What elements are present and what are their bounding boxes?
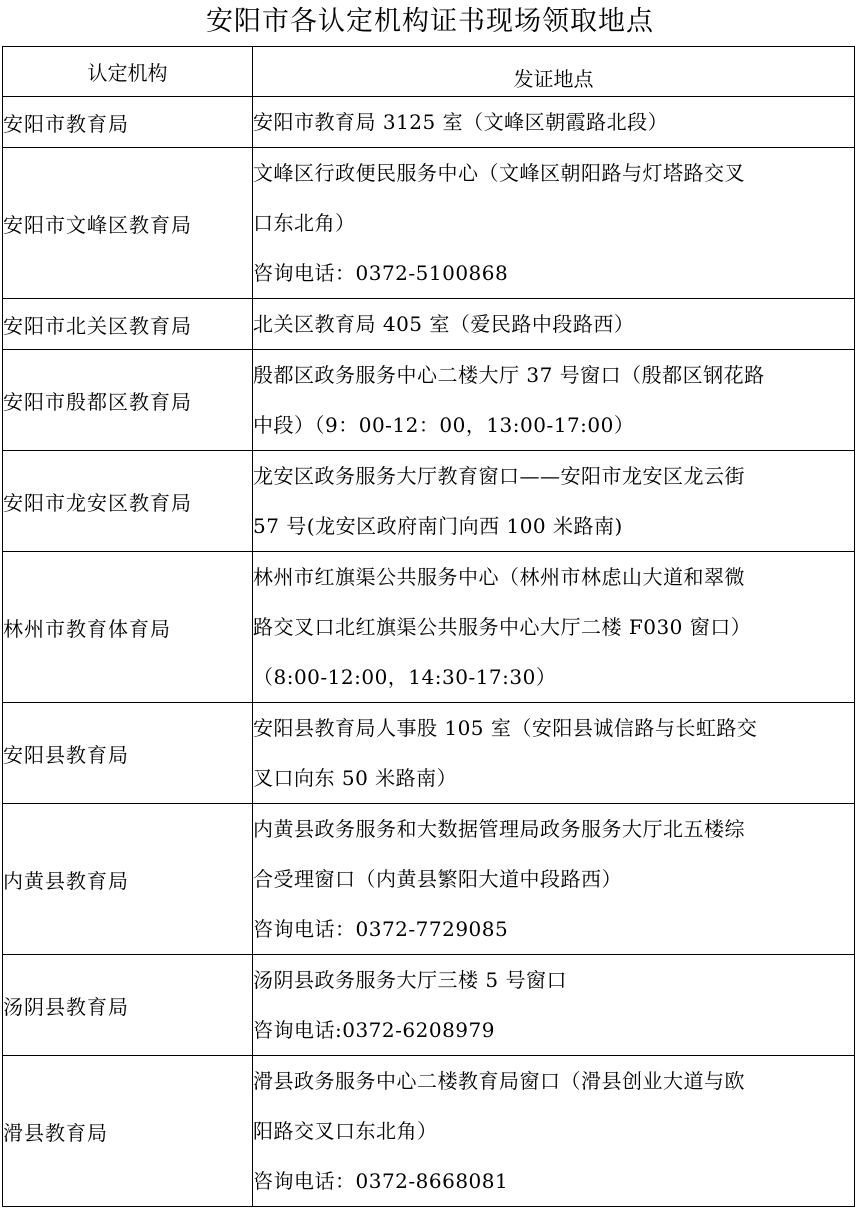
location-line: 咨询电话:0372-6208979 — [253, 1018, 495, 1042]
location-line: （8:00-12:00，14:30-17:30） — [253, 665, 557, 689]
org-cell — [3, 148, 253, 299]
org-cell — [3, 97, 253, 148]
table-row — [3, 804, 855, 955]
location-line: 中段）（9：00-12：00，13:00-17:00） — [253, 413, 635, 437]
location-line: 文峰区行政便民服务中心（文峰区朝阳路与灯塔路交叉 — [253, 161, 745, 185]
header-location: 发证地点 — [513, 67, 594, 91]
location-line: 龙安区政务服务大厅教育窗口——安阳市龙安区龙云街 — [253, 464, 745, 488]
org-cell — [3, 552, 253, 703]
location-line: 合受理窗口（内黄县繁阳大道中段路西） — [253, 867, 622, 891]
table-row — [3, 148, 855, 299]
location-line: 路交叉口北红旗渠公共服务中心大厅二楼 F030 窗口） — [253, 615, 752, 639]
org-cell — [3, 804, 253, 955]
location-cell — [253, 299, 855, 350]
org-name: 安阳市殷都区教育局 — [3, 389, 192, 414]
table-row — [3, 703, 855, 804]
table-row — [3, 299, 855, 350]
org-cell — [3, 350, 253, 451]
header-location-cell — [253, 47, 855, 97]
document-title: 安阳市各认定机构证书现场领取地点 — [206, 6, 654, 37]
org-name: 安阳市北关区教育局 — [3, 313, 192, 338]
locations-table — [2, 46, 855, 1207]
org-name: 安阳市龙安区教育局 — [3, 490, 192, 515]
location-cell — [253, 350, 855, 451]
location-line: 咨询电话：0372-5100868 — [253, 261, 509, 285]
location-line: 殷都区政务服务中心二楼大厅 37 号窗口（殷都区钢花路 — [253, 363, 765, 387]
org-cell — [3, 955, 253, 1056]
table-row — [3, 97, 855, 148]
location-cell — [253, 804, 855, 955]
location-line: 叉口向东 50 米路南） — [253, 766, 458, 790]
location-line: 北关区教育局 405 室（爱民路中段路西） — [253, 312, 635, 336]
location-cell — [253, 703, 855, 804]
location-cell — [253, 1056, 855, 1207]
location-line: 咨询电话：0372-8668081 — [253, 1169, 509, 1193]
location-line: 安阳县教育局人事股 105 室（安阳县诚信路与长虹路交 — [253, 716, 758, 740]
org-name: 安阳县教育局 — [3, 742, 129, 767]
location-line: 阳路交叉口东北角） — [253, 1119, 438, 1143]
location-line: 汤阴县政务服务大厅三楼 5 号窗口 — [253, 968, 567, 992]
table-header-row — [3, 47, 855, 97]
location-line: 口东北角） — [253, 211, 356, 235]
org-name: 安阳市文峰区教育局 — [3, 212, 192, 237]
org-name: 内黄县教育局 — [3, 868, 129, 893]
org-name: 安阳市教育局 — [3, 111, 129, 136]
locations-table-body — [3, 47, 855, 1207]
location-cell — [253, 955, 855, 1056]
org-cell — [3, 1056, 253, 1207]
org-name: 滑县教育局 — [3, 1120, 108, 1145]
table-row — [3, 955, 855, 1056]
table-row — [3, 552, 855, 703]
org-name: 汤阴县教育局 — [3, 994, 129, 1019]
location-line: 安阳市教育局 3125 室（文峰区朝霞路北段） — [253, 110, 669, 134]
location-line: 57 号(龙安区政府南门向西 100 米路南) — [253, 514, 623, 538]
org-cell — [3, 299, 253, 350]
header-org: 认定机构 — [87, 61, 168, 85]
table-row — [3, 1056, 855, 1207]
location-cell — [253, 148, 855, 299]
org-name: 林州市教育体育局 — [3, 616, 171, 641]
location-cell — [253, 451, 855, 552]
table-row — [3, 350, 855, 451]
location-line: 内黄县政务服务和大数据管理局政务服务大厅北五楼综 — [253, 817, 745, 841]
org-cell — [3, 703, 253, 804]
location-line: 咨询电话：0372-7729085 — [253, 917, 509, 941]
location-cell — [253, 552, 855, 703]
location-line: 滑县政务服务中心二楼教育局窗口（滑县创业大道与欧 — [253, 1069, 745, 1093]
location-cell — [253, 97, 855, 148]
header-org-cell — [3, 47, 253, 97]
location-line: 林州市红旗渠公共服务中心（林州市林虑山大道和翠微 — [253, 565, 745, 589]
org-cell — [3, 451, 253, 552]
table-row — [3, 451, 855, 552]
